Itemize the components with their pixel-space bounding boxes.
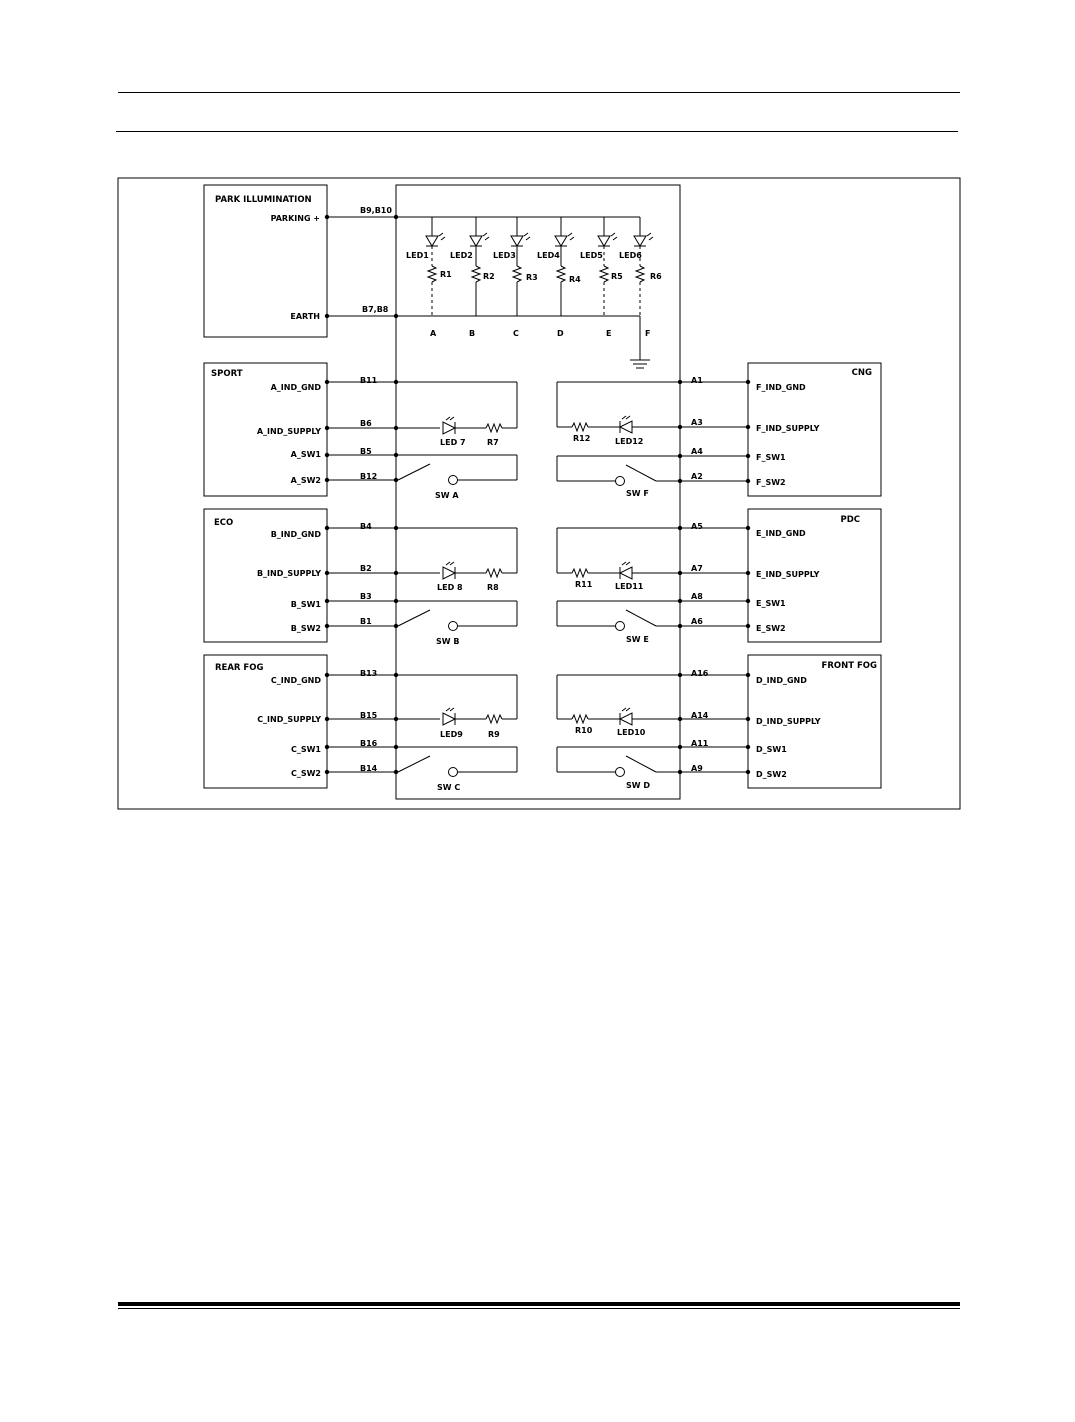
led-label: LED9 — [440, 730, 463, 739]
connector-label: A1 — [691, 376, 703, 385]
resistor-label: R4 — [569, 275, 581, 284]
connector-label: B5 — [360, 447, 372, 456]
pin-label: E_SW2 — [756, 624, 786, 633]
module-title: ECO — [214, 518, 234, 528]
node-label: F — [645, 329, 651, 338]
node-label: C — [513, 329, 519, 338]
pin-label: B_SW1 — [290, 600, 321, 609]
connector-label: A14 — [691, 711, 709, 720]
connector-label: B9,B10 — [360, 206, 392, 215]
connector-label: A11 — [691, 739, 709, 748]
illumination-branch-1 — [406, 217, 452, 338]
connector-label: A7 — [691, 564, 703, 573]
illumination-branch-5 — [580, 217, 623, 338]
connector-label: A9 — [691, 764, 703, 773]
resistor-label: R12 — [573, 434, 591, 443]
pin-label: F_IND_SUPPLY — [756, 424, 820, 433]
connector-label: A6 — [691, 617, 703, 626]
pin-label: B_IND_GND — [270, 530, 321, 539]
switch-label: SW D — [626, 781, 651, 790]
resistor-label: R8 — [487, 583, 499, 592]
led-label: LED2 — [450, 251, 473, 260]
module-title: SPORT — [211, 369, 243, 379]
led-label: LED1 — [406, 251, 429, 260]
pin-label: A_SW2 — [290, 476, 321, 485]
pin-label: B_SW2 — [290, 624, 321, 633]
pin-label: EARTH — [290, 312, 320, 321]
pin-label: B_IND_SUPPLY — [256, 569, 321, 578]
module-title: CNG — [851, 368, 872, 378]
connector-label: B1 — [360, 617, 372, 626]
led-label: LED4 — [537, 251, 560, 260]
pin-label: F_SW2 — [756, 478, 786, 487]
led-label: LED10 — [617, 728, 646, 737]
led-label: LED 8 — [437, 583, 463, 592]
switch-label: SW E — [626, 635, 649, 644]
resistor-label: R2 — [483, 272, 495, 281]
pin-label: E_IND_GND — [756, 529, 806, 538]
pin-label: E_IND_SUPPLY — [756, 570, 820, 579]
connector-label: B16 — [360, 739, 378, 748]
node-label: A — [430, 329, 437, 338]
pin-label: D_IND_SUPPLY — [756, 717, 821, 726]
connector-label: B7,B8 — [362, 305, 389, 314]
module-title: REAR FOG — [215, 663, 264, 673]
node-label: E — [606, 329, 612, 338]
pin-label: C_SW2 — [290, 769, 321, 778]
pin-label: A_IND_GND — [270, 383, 321, 392]
pin-label: C_SW1 — [290, 745, 321, 754]
connector-label: B11 — [360, 376, 378, 385]
module-rear-fog — [204, 655, 517, 792]
module-title: PARK ILLUMINATION — [215, 195, 312, 205]
pin-label: D_SW1 — [756, 745, 787, 754]
pin-label: F_SW1 — [756, 453, 786, 462]
module-cng — [557, 363, 881, 498]
resistor-label: R3 — [526, 273, 538, 282]
module-eco — [204, 509, 517, 646]
diagram-frame — [118, 178, 960, 809]
resistor-label: R7 — [487, 438, 499, 447]
module-park-illumination — [204, 185, 398, 337]
led-label: LED12 — [615, 437, 644, 446]
led-label: LED 7 — [440, 438, 466, 447]
connector-label: A5 — [691, 522, 703, 531]
illumination-branch-6 — [619, 217, 662, 338]
illumination-ladder — [396, 217, 662, 368]
resistor-label: R11 — [575, 580, 593, 589]
pin-label: D_SW2 — [756, 770, 787, 779]
connector-label: A4 — [691, 447, 703, 456]
ground-symbol — [630, 352, 650, 368]
pin-label: C_IND_GND — [270, 676, 321, 685]
led-label: LED5 — [580, 251, 603, 260]
led-label: LED3 — [493, 251, 516, 260]
switch-label: SW C — [437, 783, 461, 792]
pin-label: C_IND_SUPPLY — [257, 715, 321, 724]
connector-label: B12 — [360, 472, 378, 481]
module-pdc — [557, 509, 881, 644]
connector-label: A2 — [691, 472, 703, 481]
connector-label: B14 — [360, 764, 378, 773]
connector-label: B4 — [360, 522, 372, 531]
switch-label: SW B — [436, 637, 460, 646]
connector-label: B15 — [360, 711, 378, 720]
resistor-label: R5 — [611, 272, 623, 281]
module-sport — [204, 363, 517, 500]
connector-label: B13 — [360, 669, 378, 678]
pin-label: PARKING + — [270, 214, 320, 223]
pin-label: E_SW1 — [756, 599, 786, 608]
module-title: FRONT FOG — [821, 661, 877, 671]
illumination-branch-2 — [450, 217, 495, 338]
switch-label: SW A — [435, 491, 459, 500]
module-title: PDC — [840, 515, 860, 525]
illumination-branch-3 — [493, 217, 538, 338]
resistor-label: R6 — [650, 272, 662, 281]
resistor-label: R10 — [575, 726, 593, 735]
led-label: LED6 — [619, 251, 642, 260]
connector-label: B6 — [360, 419, 372, 428]
pin-label: A_SW1 — [290, 450, 321, 459]
switch-label: SW F — [626, 489, 649, 498]
connector-label: B2 — [360, 564, 372, 573]
pin-label: A_IND_SUPPLY — [256, 427, 321, 436]
illumination-branch-4 — [537, 217, 581, 338]
connector-label: A8 — [691, 592, 703, 601]
resistor-label: R1 — [440, 270, 452, 279]
node-label: B — [469, 329, 476, 338]
pin-label: F_IND_GND — [756, 383, 806, 392]
connector-label: A3 — [691, 418, 703, 427]
pin-label: D_IND_GND — [756, 676, 807, 685]
connector-label: A16 — [691, 669, 709, 678]
resistor-label: R9 — [488, 730, 500, 739]
led-label: LED11 — [615, 582, 644, 591]
node-label: D — [557, 329, 564, 338]
module-front-fog — [557, 655, 881, 790]
connector-label: B3 — [360, 592, 372, 601]
